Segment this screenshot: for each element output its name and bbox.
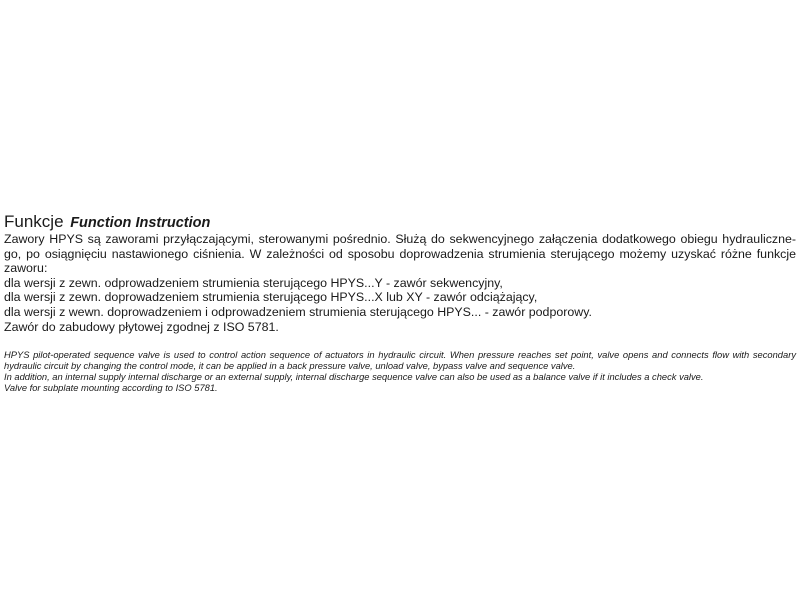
- polish-paragraph: Zawory HPYS są zaworami przyłączającymi, sterowanymi pośrednio. Służą do sekwencyjnego załączenia dodatkowego obiegu hydrauliczne-go, po osiągnięciu nastawionego ciśnienia. W zależności od sposobu doprowadzenia strumienia sterującego możemy uzyskać różne funkcje zaworu:: [4, 232, 796, 276]
- english-description: [4, 350, 796, 394]
- heading-polish: Funkcje: [4, 212, 64, 231]
- polish-line-backpressure: dla wersji z wewn. doprowadzeniem i odprowadzeniem strumienia sterującego HPYS... - zawór podporowy.: [4, 304, 592, 319]
- polish-line-sequence: dla wersji z zewn. odprowadzeniem strumienia sterującego HPYS...Y - zawór sekwencyjny,: [4, 275, 503, 290]
- function-section: [4, 210, 796, 394]
- english-line-balance: In addition, an internal supply internal discharge or an external supply, internal discharge sequence valve can also be used as a balance valve if it includes a check valve.: [4, 372, 704, 383]
- polish-line-mounting: Zawór do zabudowy płytowej zgodnej z ISO 5781.: [4, 319, 279, 334]
- section-heading: [4, 210, 796, 230]
- english-paragraph: HPYS pilot-operated sequence valve is used to control action sequence of actuators in hydraulic circuit. When pressure reaches set point, valve opens and connects flow with secondary hydraulic circuit by changing the control mode, it can be applied in a back pressure valve, unload valve, bypass valve and sequence valve.: [4, 350, 796, 372]
- heading-english: Function Instruction: [70, 215, 211, 231]
- polish-line-unload: dla wersji z zewn. doprowadzeniem strumienia sterującego HPYS...X lub XY - zawór odciążający,: [4, 290, 538, 305]
- polish-description: [4, 232, 796, 334]
- english-line-mounting: Valve for subplate mounting according to ISO 5781.: [4, 383, 218, 394]
